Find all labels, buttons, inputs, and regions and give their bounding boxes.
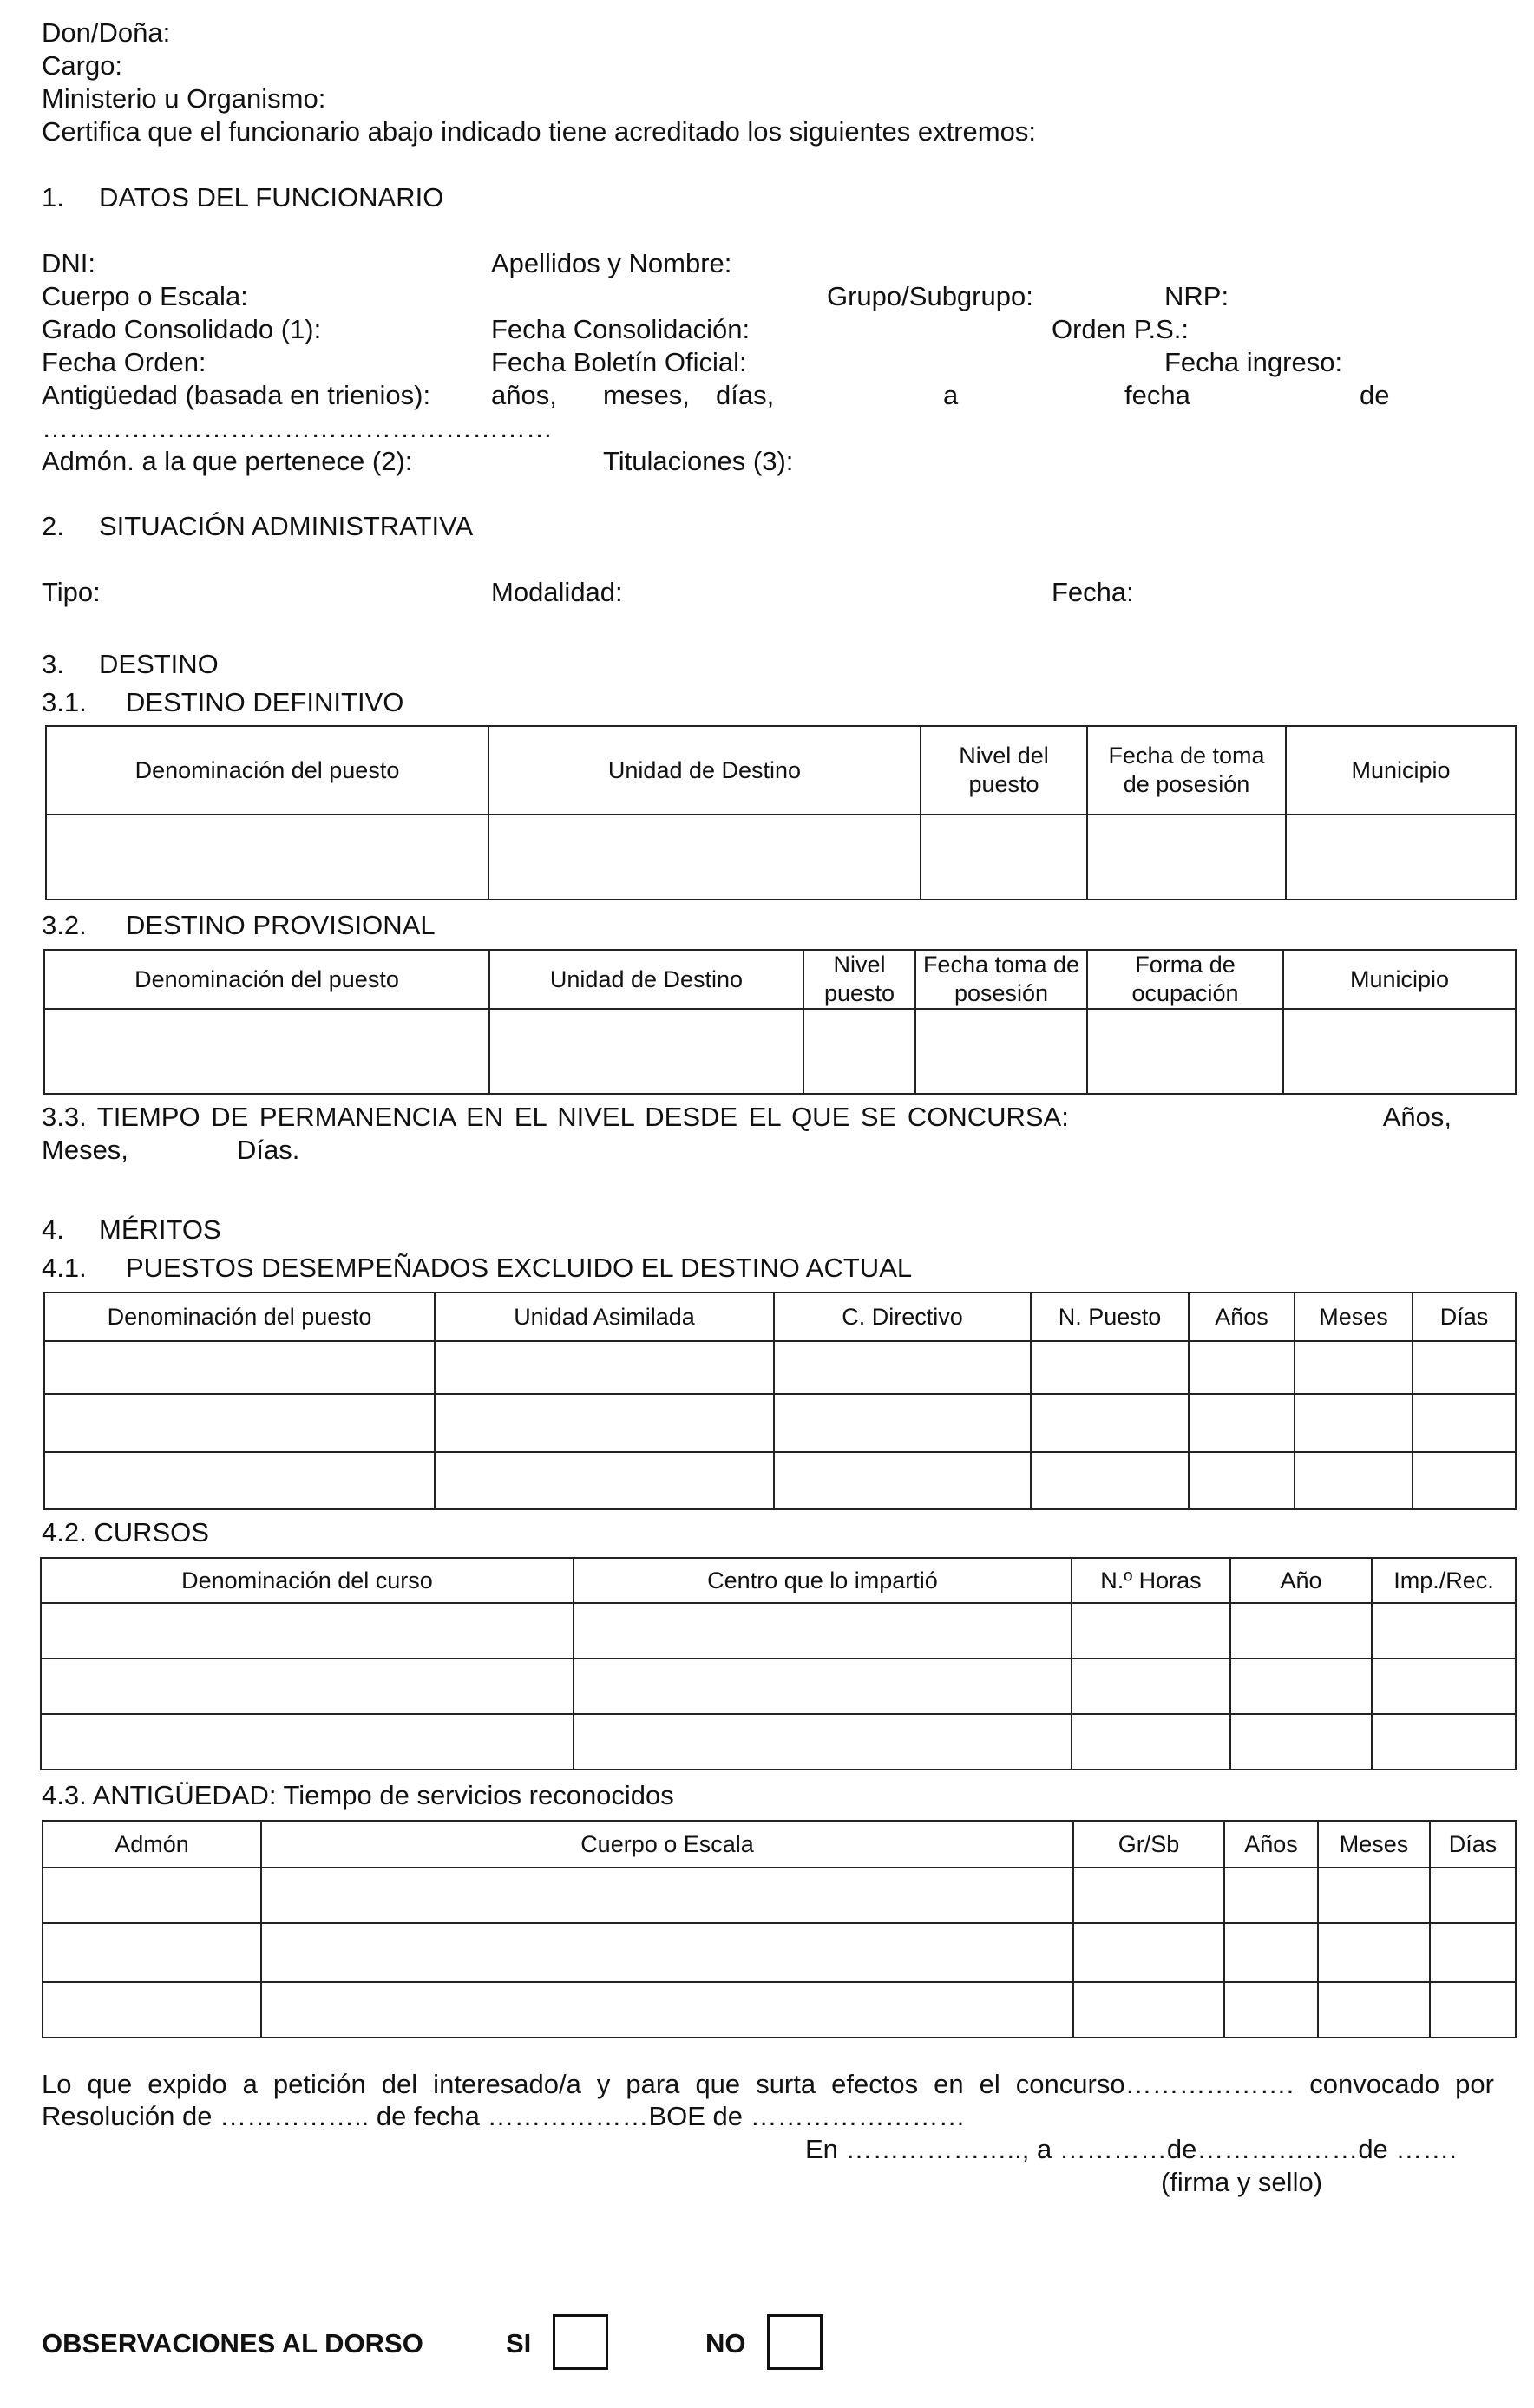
antiguedad-servicios-heading: 4.3. ANTIGÜEDAD: Tiempo de servicios reconocidos [42,1780,674,1810]
table-row [41,1603,1516,1659]
table-row [44,1452,1516,1509]
table-cell[interactable] [1413,1394,1516,1452]
col-centro: Centro que lo impartió [574,1558,1072,1603]
antiguedad-dots: ………………………………………………… [42,413,553,443]
col-unidad-destino: Unidad de Destino [489,950,803,1009]
table-cell[interactable] [1372,1714,1516,1770]
section-2-title: SITUACIÓN ADMINISTRATIVA [99,511,474,541]
col-municipio: Municipio [1286,726,1516,815]
table-cell[interactable] [774,1341,1031,1394]
antiguedad-meses: meses, [603,380,690,410]
no-checkbox[interactable] [767,2314,823,2370]
table-row [43,1923,1516,1982]
situacion-fecha-label: Fecha: [1052,577,1134,607]
table-row [46,815,1516,900]
en-line: En ……………….., a …………de………………de ……. [805,2134,1458,2164]
col-ano: Año [1230,1558,1372,1603]
table-cell[interactable] [915,1009,1087,1094]
permanencia-label: 3.3. TIEMPO DE PERMANENCIA EN EL NIVEL DESDE EL QUE SE CONCURSA: [42,1102,1069,1132]
admon-label: Admón. a la que pertenece (2): [42,446,413,476]
antiguedad-anos: años, [491,380,557,410]
permanencia-line [42,1102,1452,1133]
table-header-row [43,1821,1516,1868]
puestos-heading [42,1253,912,1284]
destino-definitivo-table [45,725,1517,900]
table-row [43,1868,1516,1923]
section-2-heading [42,511,473,542]
col-n-puesto: N. Puesto [1031,1292,1189,1341]
col-denominacion: Denominación del puesto [46,726,488,815]
table-cell[interactable] [1031,1394,1189,1452]
table-cell[interactable] [1413,1452,1516,1509]
table-header-row [44,950,1516,1009]
cuerpo-label: Cuerpo o Escala: [42,281,248,311]
table-cell[interactable] [774,1394,1031,1452]
destino-provisional-heading [42,910,436,941]
table-cell[interactable] [1295,1341,1413,1394]
table-cell[interactable] [1372,1603,1516,1659]
fecha-consolidacion-label: Fecha Consolidación: [491,314,751,344]
section-1-heading [42,182,443,213]
col-horas: N.º Horas [1072,1558,1230,1603]
cursos-table [40,1557,1517,1770]
fecha-orden-label: Fecha Orden: [42,347,206,377]
col-nivel: Nivel puesto [803,950,915,1009]
table-cell[interactable] [1073,1982,1224,2038]
col-municipio: Municipio [1283,950,1516,1009]
table-cell[interactable] [44,1394,435,1452]
table-cell[interactable] [1224,1982,1318,2038]
table-cell[interactable] [1189,1341,1295,1394]
table-cell[interactable] [1031,1452,1189,1509]
expido-line: Lo que expido a petición del interesado/a y para que surta efectos en el concurso………………. convocado por [42,2069,1494,2099]
table-cell[interactable] [1224,1923,1318,1982]
destino-provisional-number: 3.2. [42,910,87,940]
table-cell[interactable] [574,1714,1072,1770]
table-cell[interactable] [1413,1341,1516,1394]
antiguedad-de: de [1360,380,1390,410]
cargo-label: Cargo: [42,50,123,81]
table-cell[interactable] [46,815,488,900]
modalidad-label: Modalidad: [491,577,623,607]
nrp-label: NRP: [1164,281,1229,311]
section-2-number: 2. [42,511,64,541]
col-gr-sb: Gr/Sb [1073,1821,1224,1868]
titulaciones-label: Titulaciones (3): [603,446,794,476]
orden-ps-label: Orden P.S.: [1052,314,1189,344]
antiguedad-fecha: fecha [1124,380,1190,410]
destino-definitivo-title: DESTINO DEFINITIVO [126,687,404,717]
section-3-heading [42,649,219,680]
si-checkbox[interactable] [553,2314,608,2370]
col-meses: Meses [1295,1292,1413,1341]
permanencia-dias: Días. [237,1135,300,1165]
table-cell[interactable] [43,1982,261,2038]
col-cuerpo-escala: Cuerpo o Escala [261,1821,1073,1868]
table-cell[interactable] [1318,1923,1430,1982]
si-label: SI [506,2328,532,2359]
puestos-title: PUESTOS DESEMPEÑADOS EXCLUIDO EL DESTINO ACTUAL [126,1253,913,1283]
table-cell[interactable] [1073,1868,1224,1923]
table-cell[interactable] [1295,1452,1413,1509]
antiguedad-a: a [943,380,959,410]
table-cell[interactable] [261,1923,1073,1982]
col-meses: Meses [1318,1821,1430,1868]
resolucion-line: Resolución de …………….. de fecha ………………BOE de …………………… [42,2101,966,2131]
table-cell[interactable] [43,1868,261,1923]
fecha-ingreso-label: Fecha ingreso: [1164,347,1343,377]
destino-definitivo-number: 3.1. [42,687,87,717]
destino-provisional-title: DESTINO PROVISIONAL [126,910,436,940]
don-label: Don/Doña: [42,17,171,48]
table-cell[interactable] [1286,815,1516,900]
table-row [44,1009,1516,1094]
table-cell[interactable] [1073,1923,1224,1982]
col-admon: Admón [43,1821,261,1868]
col-fecha-toma: Fecha de toma de posesión [1087,726,1286,815]
section-3-number: 3. [42,649,64,679]
table-cell[interactable] [44,1452,435,1509]
destino-definitivo-heading [42,687,403,718]
table-cell[interactable] [1230,1714,1372,1770]
puestos-number: 4.1. [42,1253,87,1283]
permanencia-meses: Meses, [42,1135,128,1165]
table-cell[interactable] [43,1923,261,1982]
table-cell[interactable] [44,1009,489,1094]
table-row [43,1982,1516,2038]
col-fecha-toma: Fecha toma de posesión [915,950,1087,1009]
table-cell[interactable] [1318,1868,1430,1923]
fecha-boletin-label: Fecha Boletín Oficial: [491,347,747,377]
dni-label: DNI: [42,248,95,278]
table-cell[interactable] [1230,1659,1372,1714]
table-cell[interactable] [1230,1603,1372,1659]
section-4-heading [42,1214,221,1246]
table-cell[interactable] [435,1452,774,1509]
puestos-table [43,1292,1517,1510]
col-c-directivo: C. Directivo [774,1292,1031,1341]
col-dias: Días [1430,1821,1516,1868]
table-cell[interactable] [488,815,921,900]
section-1-title: DATOS DEL FUNCIONARIO [99,182,444,213]
col-unidad-destino: Unidad de Destino [488,726,921,815]
table-cell[interactable] [1072,1714,1230,1770]
table-row [44,1341,1516,1394]
table-cell[interactable] [574,1659,1072,1714]
table-cell[interactable] [1372,1659,1516,1714]
table-cell[interactable] [261,1868,1073,1923]
table-cell[interactable] [921,815,1087,900]
table-cell[interactable] [1430,1868,1516,1923]
table-cell[interactable] [435,1341,774,1394]
table-cell[interactable] [41,1714,574,1770]
table-header-row [44,1292,1516,1341]
table-cell[interactable] [1283,1009,1516,1094]
ministerio-label: Ministerio u Organismo: [42,83,326,114]
observaciones-label: OBSERVACIONES AL DORSO [42,2328,423,2359]
col-nivel: Nivel del puesto [921,726,1087,815]
table-cell[interactable] [1072,1659,1230,1714]
section-1-number: 1. [42,182,64,213]
table-header-row [46,726,1516,815]
col-forma-ocupacion: Forma de ocupación [1087,950,1283,1009]
table-cell[interactable] [1430,1982,1516,2038]
table-cell[interactable] [1087,815,1286,900]
table-cell[interactable] [1087,1009,1283,1094]
table-header-row [41,1558,1516,1603]
col-imp-rec: Imp./Rec. [1372,1558,1516,1603]
section-4-title: MÉRITOS [99,1214,221,1245]
table-cell[interactable] [774,1452,1031,1509]
col-anos: Años [1224,1821,1318,1868]
grupo-label: Grupo/Subgrupo: [827,281,1033,311]
table-cell[interactable] [1031,1341,1189,1394]
col-denominacion: Denominación del puesto [44,1292,435,1341]
col-unidad-asimilada: Unidad Asimilada [435,1292,774,1341]
cursos-heading: 4.2. CURSOS [42,1517,209,1548]
table-cell[interactable] [574,1603,1072,1659]
col-dias: Días [1413,1292,1516,1341]
table-cell[interactable] [1189,1452,1295,1509]
table-cell[interactable] [41,1659,574,1714]
certifica-text: Certifica que el funcionario abajo indicado tiene acreditado los siguientes extremos: [42,116,1036,147]
col-denominacion: Denominación del puesto [44,950,489,1009]
table-row [41,1714,1516,1770]
table-cell[interactable] [803,1009,915,1094]
destino-provisional-table [43,949,1517,1095]
apellidos-label: Apellidos y Nombre: [491,248,732,278]
col-anos: Años [1189,1292,1295,1341]
table-cell[interactable] [1072,1603,1230,1659]
table-cell[interactable] [41,1603,574,1659]
table-cell[interactable] [435,1394,774,1452]
table-cell[interactable] [1318,1982,1430,2038]
table-row [41,1659,1516,1714]
no-label: NO [705,2328,746,2359]
antiguedad-dias: días, [716,380,775,410]
section-3-title: DESTINO [99,649,219,679]
table-cell[interactable] [1224,1868,1318,1923]
antiguedad-label: Antigüedad (basada en trienios): [42,380,431,410]
table-cell[interactable] [44,1341,435,1394]
table-cell[interactable] [1189,1394,1295,1452]
antiguedad-table [42,1820,1517,2038]
grado-label: Grado Consolidado (1): [42,314,322,344]
section-4-number: 4. [42,1214,64,1245]
firma-sello-label: (firma y sello) [1161,2167,1323,2197]
tipo-label: Tipo: [42,577,101,607]
table-cell[interactable] [489,1009,803,1094]
table-cell[interactable] [1430,1923,1516,1982]
permanencia-anos: Años, [1382,1102,1452,1132]
table-cell[interactable] [1295,1394,1413,1452]
col-denominacion-curso: Denominación del curso [41,1558,574,1603]
table-cell[interactable] [261,1982,1073,2038]
table-row [44,1394,1516,1452]
